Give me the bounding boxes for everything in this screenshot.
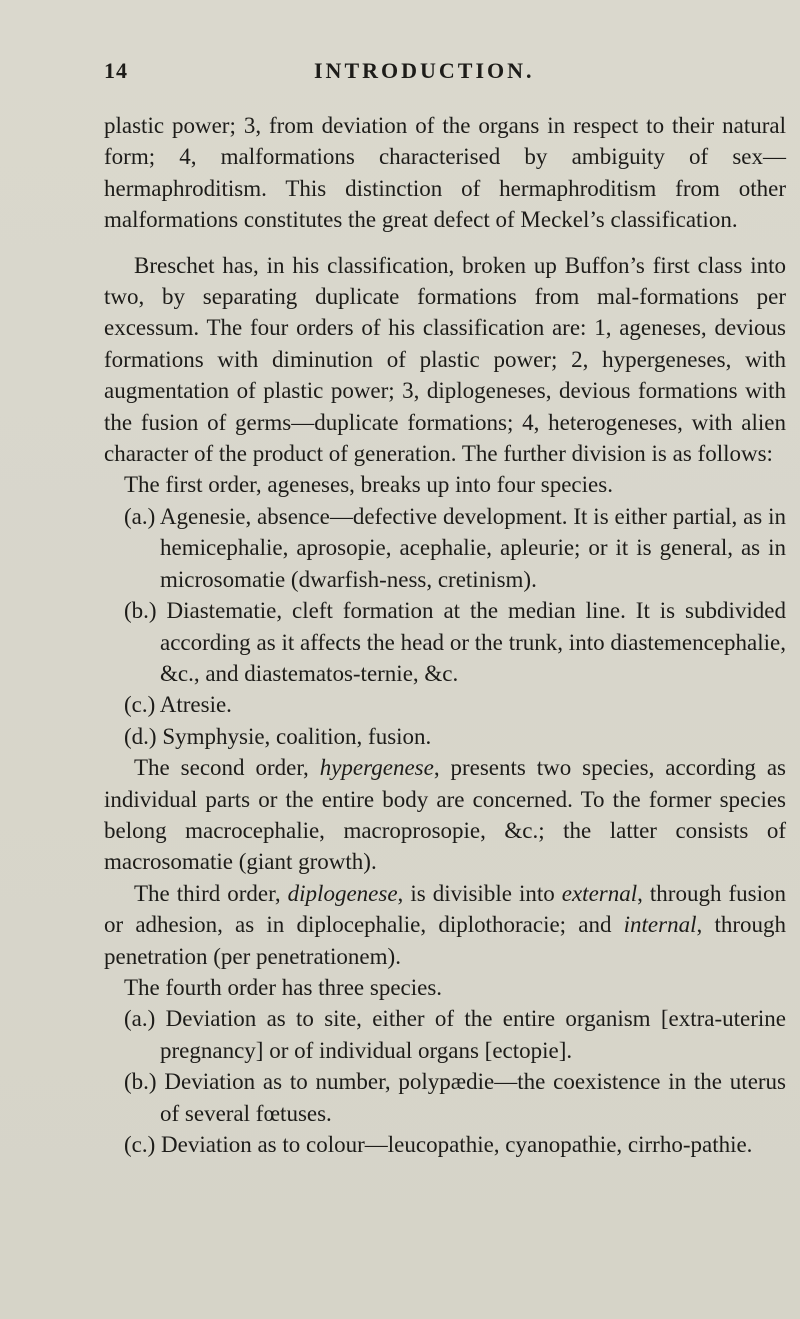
item-label: (b.) <box>124 598 157 624</box>
item-text: Deviation as to number, polypædie—the coexistence in the uterus of several fœtuses. <box>160 1069 787 1126</box>
first-order-item-c <box>104 689 786 720</box>
item-label: (c.) <box>124 1132 156 1157</box>
first-order-item-d <box>104 721 786 752</box>
item-label: (b.) <box>124 1069 157 1095</box>
fourth-order-item-c <box>104 1129 786 1160</box>
body-text <box>104 110 786 1160</box>
paragraph-third-order: The third order, diplogenese, is divisible into external, through fusion or adhesion, as in diplocephalie, diplothoracie; and internal, through penetration (per penetrationem). <box>104 880 786 969</box>
term-diplogenese: diplogenese <box>287 880 398 906</box>
paragraph-second-order: The second order, hypergenese, presents two species, according as individual parts or the entire body are concerned. To the former species belong macrocephalie, macroprosopie, &c.; the latter consists of macrosomatie (giant growth). <box>104 755 786 875</box>
item-text: Deviation as to colour—leucopathie, cyanopathie, cirrho-pathie. <box>161 1132 753 1157</box>
item-text: Atresie. <box>159 692 232 718</box>
paragraph-first-order: The first order, ageneses, breaks up into four species. <box>124 472 613 498</box>
first-order-item-b <box>104 595 786 689</box>
item-label: (c.) <box>124 692 156 718</box>
first-order-item-a <box>104 501 786 595</box>
term-hypergenese: hypergenese <box>319 755 434 781</box>
item-label: (a.) <box>124 503 156 529</box>
running-title: INTRODUCTION. <box>314 58 535 83</box>
paragraph-breschet: Breschet has, in his classification, broken up Buffon’s first class into two, by separating duplicate formations from mal-formations per excessum. The four orders of his classification are: 1, ageneses, devious formations with diminution of plastic power; 2, hypergeneses, with augmentation of plastic power; 3, diplogeneses, devious formations with the fusion of germs—duplicate formations; 4, heterogeneses, with alien character of the product of generation. The further division is as follows: <box>104 252 786 467</box>
item-text: Diastematie, cleft formation at the median line. It is subdivided according as it affects the head or the trunk, into diastemencephalie, &c., and diastematos-ternie, &c. <box>160 598 786 686</box>
page-header <box>104 58 784 92</box>
item-label: (d.) <box>124 723 157 749</box>
item-label: (a.) <box>124 1006 156 1032</box>
item-text: Deviation as to site, either of the entire organism [extra-uterine pregnancy] or of individual organs [ectopie]. <box>160 1006 787 1063</box>
term-external: external <box>561 880 638 906</box>
item-text: Agenesie, absence—defective development. It is either partial, as in hemicephalie, aprosopie, acephalie, apleurie; or it is general, as in microsomatie (dwarfish-ness, cretinism). <box>159 503 786 592</box>
paragraph-continuation: plastic power; 3, from deviation of the organs in respect to their natural form; 4, malformations characterised by ambiguity of sex—hermaphroditism. This distinction of hermaphroditism from other malformations constitutes the great defect of Meckel’s classification. <box>104 113 786 233</box>
fourth-order-item-b <box>104 1066 786 1129</box>
term-internal: internal <box>623 912 697 938</box>
page-number: 14 <box>104 58 128 83</box>
paragraph-fourth-order: The fourth order has three species. <box>124 974 443 1000</box>
fourth-order-item-a <box>104 1003 786 1066</box>
item-text: Symphysie, coalition, fusion. <box>162 723 432 749</box>
